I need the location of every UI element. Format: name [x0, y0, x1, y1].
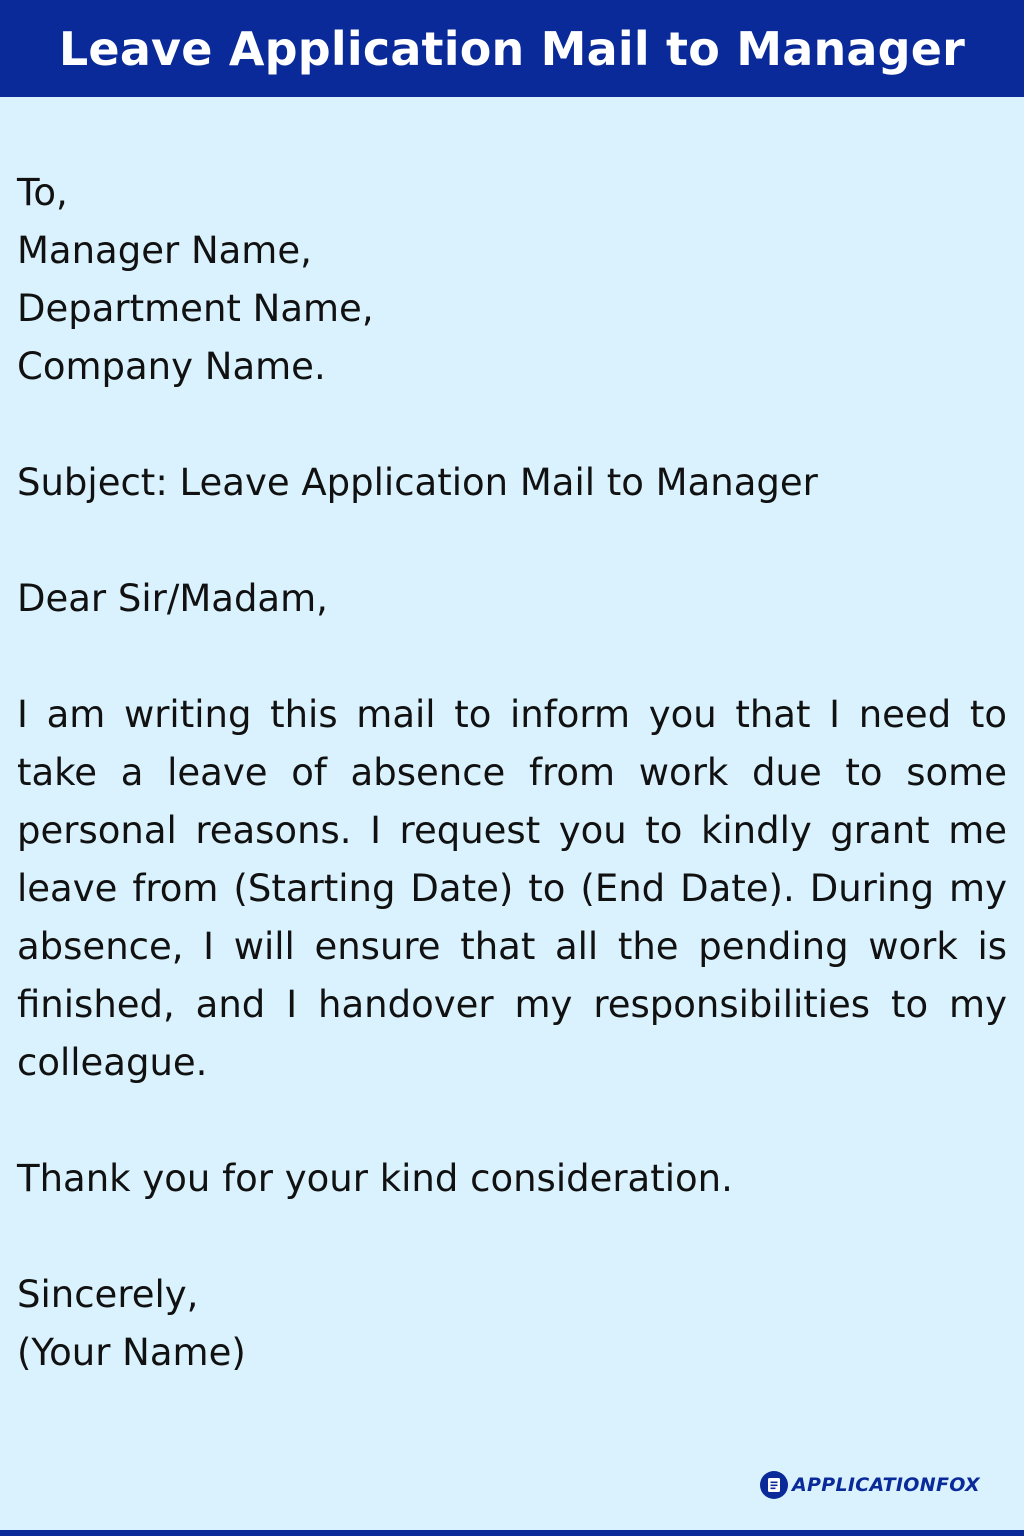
salutation: Dear Sir/Madam,: [17, 577, 328, 620]
letter-body: [17, 164, 1007, 1382]
document-icon: [760, 1471, 788, 1499]
bottom-divider: [0, 1530, 1024, 1536]
address-line-company: Company Name.: [17, 345, 326, 388]
address-line-to: To,: [17, 171, 68, 214]
signature-line: (Your Name): [17, 1331, 246, 1374]
subject-line: Subject: Leave Application Mail to Manager: [17, 461, 818, 504]
body-paragraph: I am writing this mail to inform you that I need to take a leave of absence from work due to some personal reasons. I request you to kindly grant me leave from (Starting Date) to (End Date). During my absence, I will ensure that all the pending work is finished, and I handover my responsibilities to my colleague.: [17, 693, 1007, 1084]
address-line-department: Department Name,: [17, 287, 374, 330]
brand-name: APPLICATIONFOX: [792, 1474, 980, 1496]
closing-line: Sincerely,: [17, 1273, 199, 1316]
address-block: [17, 164, 1007, 396]
thanks-line: Thank you for your kind consideration.: [17, 1157, 733, 1200]
brand-logo: [760, 1470, 980, 1500]
header-banner: [0, 0, 1024, 97]
page-title: Leave Application Mail to Manager: [58, 21, 966, 76]
address-line-manager: Manager Name,: [17, 229, 312, 272]
